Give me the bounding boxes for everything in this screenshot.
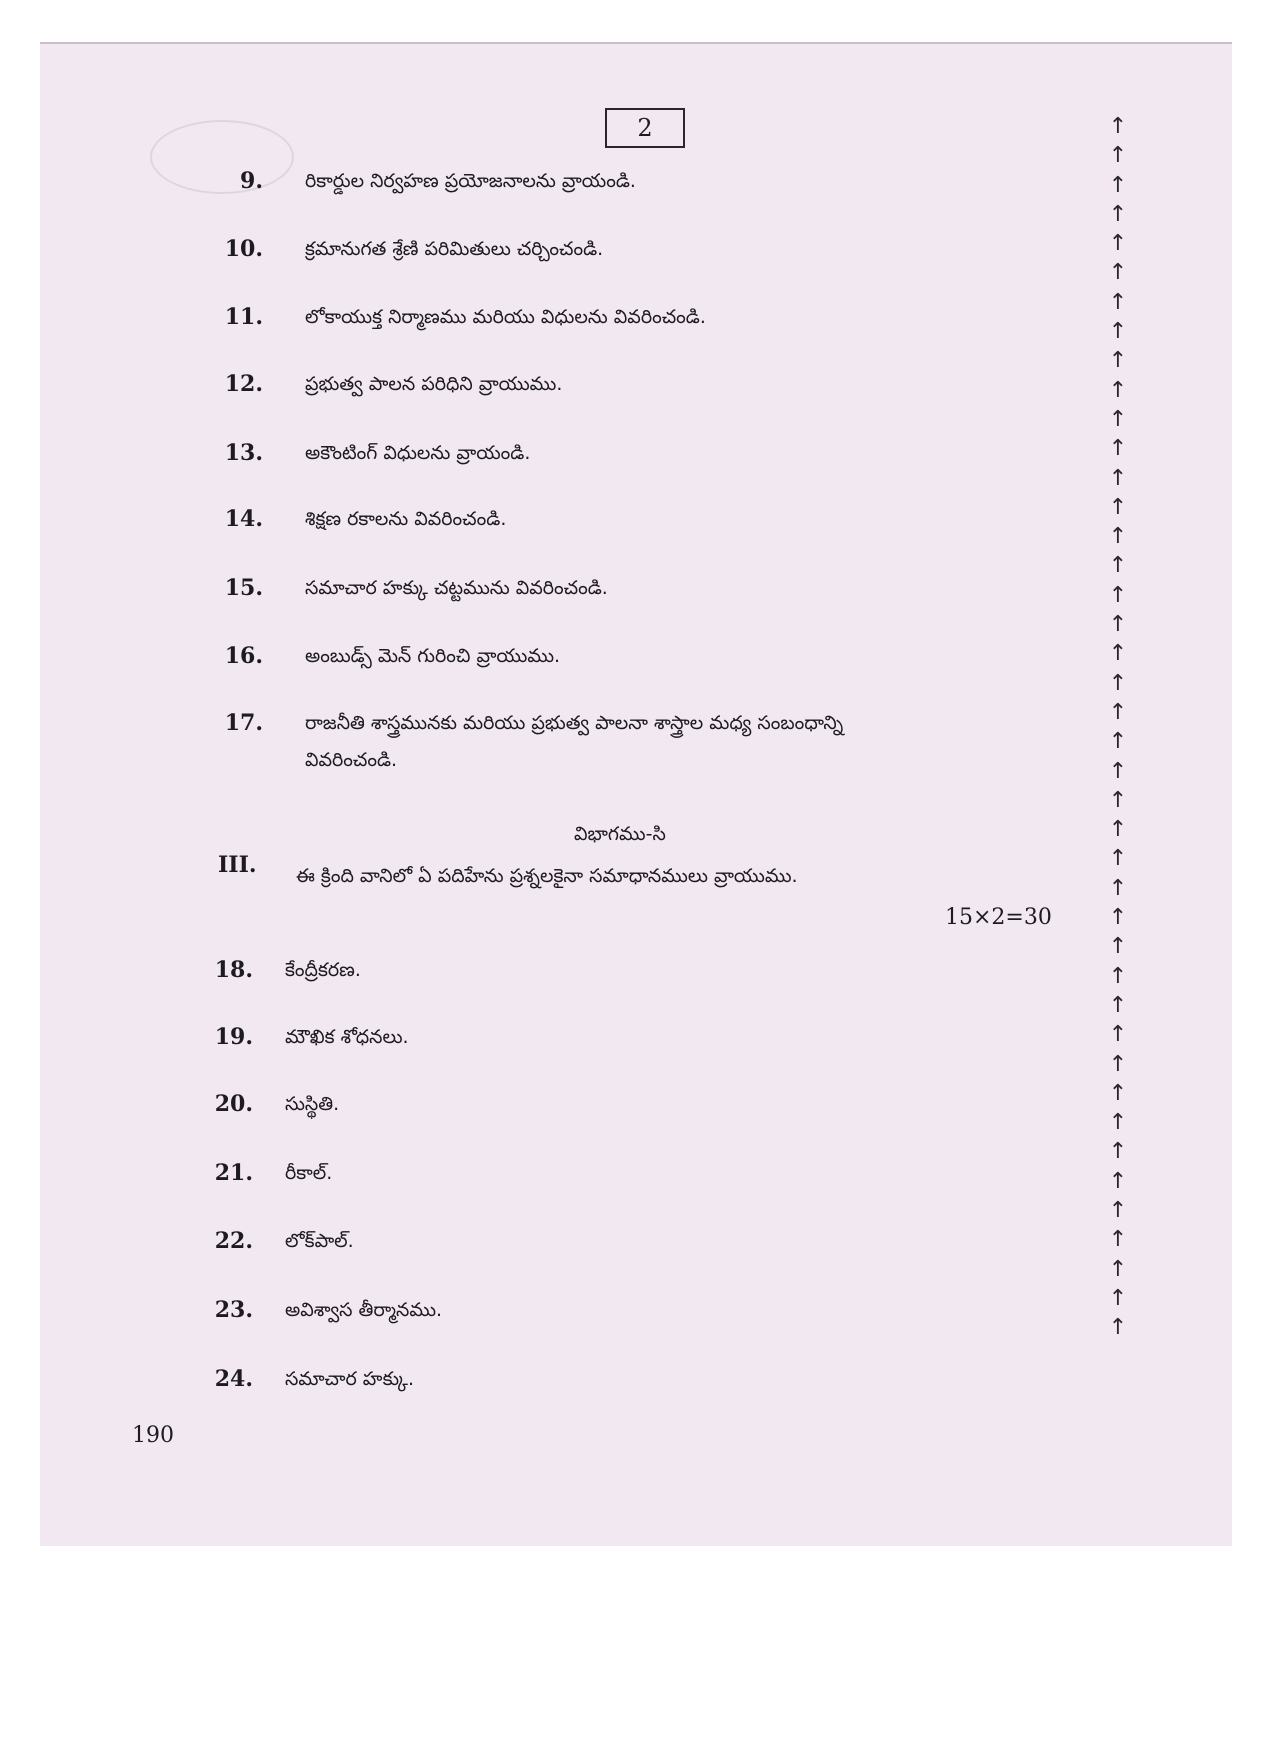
margin-arrow: ↑ bbox=[1108, 406, 1128, 432]
margin-arrow: ↑ bbox=[1108, 846, 1128, 872]
question-text: రీకాల్. bbox=[285, 1162, 333, 1184]
margin-arrow: ↑ bbox=[1108, 875, 1128, 901]
question-number: 14. bbox=[224, 506, 263, 532]
margin-arrow: ↑ bbox=[1108, 992, 1128, 1018]
question-text: అవిశ్వాస తీర్మానము. bbox=[285, 1299, 443, 1321]
question-text: లోక్‌పాల్. bbox=[285, 1230, 354, 1252]
margin-arrow: ↑ bbox=[1108, 1285, 1128, 1311]
margin-arrow: ↑ bbox=[1108, 1080, 1128, 1106]
question-text: కేంద్రీకరణ. bbox=[285, 959, 361, 981]
question-text: రికార్డుల నిర్వహణ ప్రయోజనాలను వ్రాయండి. bbox=[305, 170, 636, 192]
question-text: అంబుడ్స్ మెన్ గురించి వ్రాయుము. bbox=[305, 645, 561, 667]
question-text-continued: వివరించండి. bbox=[305, 749, 398, 771]
question-text: సమాచార హక్కు. bbox=[285, 1368, 414, 1390]
margin-arrow: ↑ bbox=[1108, 319, 1128, 345]
margin-arrow: ↑ bbox=[1108, 436, 1128, 462]
margin-arrow: ↑ bbox=[1108, 934, 1128, 960]
question-number: 10. bbox=[224, 236, 263, 262]
margin-arrow: ↑ bbox=[1108, 465, 1128, 491]
question-number: 17. bbox=[224, 710, 263, 736]
margin-arrow: ↑ bbox=[1108, 494, 1128, 520]
margin-arrow: ↑ bbox=[1108, 1197, 1128, 1223]
question-number: 15. bbox=[224, 575, 263, 601]
question-number: 23. bbox=[214, 1297, 253, 1323]
section-c-number: III. bbox=[218, 852, 257, 878]
margin-arrow: ↑ bbox=[1108, 143, 1128, 169]
page-number-box: 2 bbox=[605, 108, 685, 148]
question-number: 13. bbox=[224, 440, 263, 466]
question-text: మౌఖిక శోధనలు. bbox=[285, 1026, 409, 1048]
question-text: శిక్షణ రకాలను వివరించండి. bbox=[305, 508, 507, 530]
question-text: సుస్థితి. bbox=[285, 1093, 340, 1115]
margin-arrow: ↑ bbox=[1108, 758, 1128, 784]
question-number: 16. bbox=[224, 643, 263, 669]
margin-arrow: ↑ bbox=[1108, 231, 1128, 257]
question-number: 19. bbox=[214, 1024, 253, 1050]
question-number: 22. bbox=[214, 1228, 253, 1254]
question-text: సమాచార హక్కు చట్టమును వివరించండి. bbox=[305, 577, 608, 599]
margin-arrow: ↑ bbox=[1108, 817, 1128, 843]
margin-arrow: ↑ bbox=[1108, 553, 1128, 579]
margin-arrow: ↑ bbox=[1108, 260, 1128, 286]
margin-arrow: ↑ bbox=[1108, 1256, 1128, 1282]
margin-arrow: ↑ bbox=[1108, 670, 1128, 696]
margin-arrow: ↑ bbox=[1108, 612, 1128, 638]
question-number: 24. bbox=[214, 1366, 253, 1392]
margin-arrow: ↑ bbox=[1108, 1110, 1128, 1136]
margin-arrow: ↑ bbox=[1108, 1139, 1128, 1165]
margin-arrow: ↑ bbox=[1108, 1227, 1128, 1253]
margin-arrow: ↑ bbox=[1108, 963, 1128, 989]
question-number: 18. bbox=[214, 957, 253, 983]
question-text: అకౌంటింగ్ విధులను వ్రాయండి. bbox=[305, 442, 531, 464]
question-text: ప్రభుత్వ పాలన పరిధిని వ్రాయుము. bbox=[305, 373, 563, 395]
section-c-instruction: ఈ క్రింది వానిలో ఏ పదిహేను ప్రశ్నలకైనా సమాధానములు వ్రాయుము. bbox=[296, 865, 798, 887]
margin-arrow: ↑ bbox=[1108, 172, 1128, 198]
margin-arrow: ↑ bbox=[1108, 114, 1128, 139]
margin-arrow: ↑ bbox=[1108, 787, 1128, 813]
margin-arrow: ↑ bbox=[1108, 905, 1128, 931]
margin-arrow: ↑ bbox=[1108, 699, 1128, 725]
margin-arrow: ↑ bbox=[1108, 201, 1128, 227]
question-number: 20. bbox=[214, 1091, 253, 1117]
margin-arrow: ↑ bbox=[1108, 1315, 1128, 1341]
margin-arrow: ↑ bbox=[1108, 729, 1128, 755]
question-number: 11. bbox=[224, 304, 263, 330]
question-number: 21. bbox=[214, 1160, 253, 1186]
question-text: క్రమానుగత శ్రేణి పరిమితులు చర్చించండి. bbox=[305, 238, 604, 260]
question-text: లోకాయుక్త నిర్మాణము మరియు విధులను వివరించండి. bbox=[305, 306, 706, 328]
section-c-marks: 15×2=30 bbox=[945, 905, 1052, 930]
margin-arrows-column bbox=[1106, 112, 1130, 1342]
margin-arrow: ↑ bbox=[1108, 524, 1128, 550]
margin-arrow: ↑ bbox=[1108, 1022, 1128, 1048]
margin-arrow: ↑ bbox=[1108, 1051, 1128, 1077]
question-number: 12. bbox=[224, 371, 263, 397]
question-text: రాజనీతి శాస్త్రమునకు మరియు ప్రభుత్వ పాలనా శాస్త్రాల మధ్య సంబంధాన్ని bbox=[305, 712, 844, 734]
margin-arrow: ↑ bbox=[1108, 582, 1128, 608]
margin-arrow: ↑ bbox=[1108, 289, 1128, 315]
margin-arrow: ↑ bbox=[1108, 1168, 1128, 1194]
section-c-title: విభాగము-సి bbox=[574, 823, 666, 845]
margin-arrow: ↑ bbox=[1108, 348, 1128, 374]
question-number: 9. bbox=[240, 168, 263, 194]
margin-arrow: ↑ bbox=[1108, 377, 1128, 403]
margin-arrow: ↑ bbox=[1108, 641, 1128, 667]
footer-code: 190 bbox=[132, 1423, 174, 1448]
